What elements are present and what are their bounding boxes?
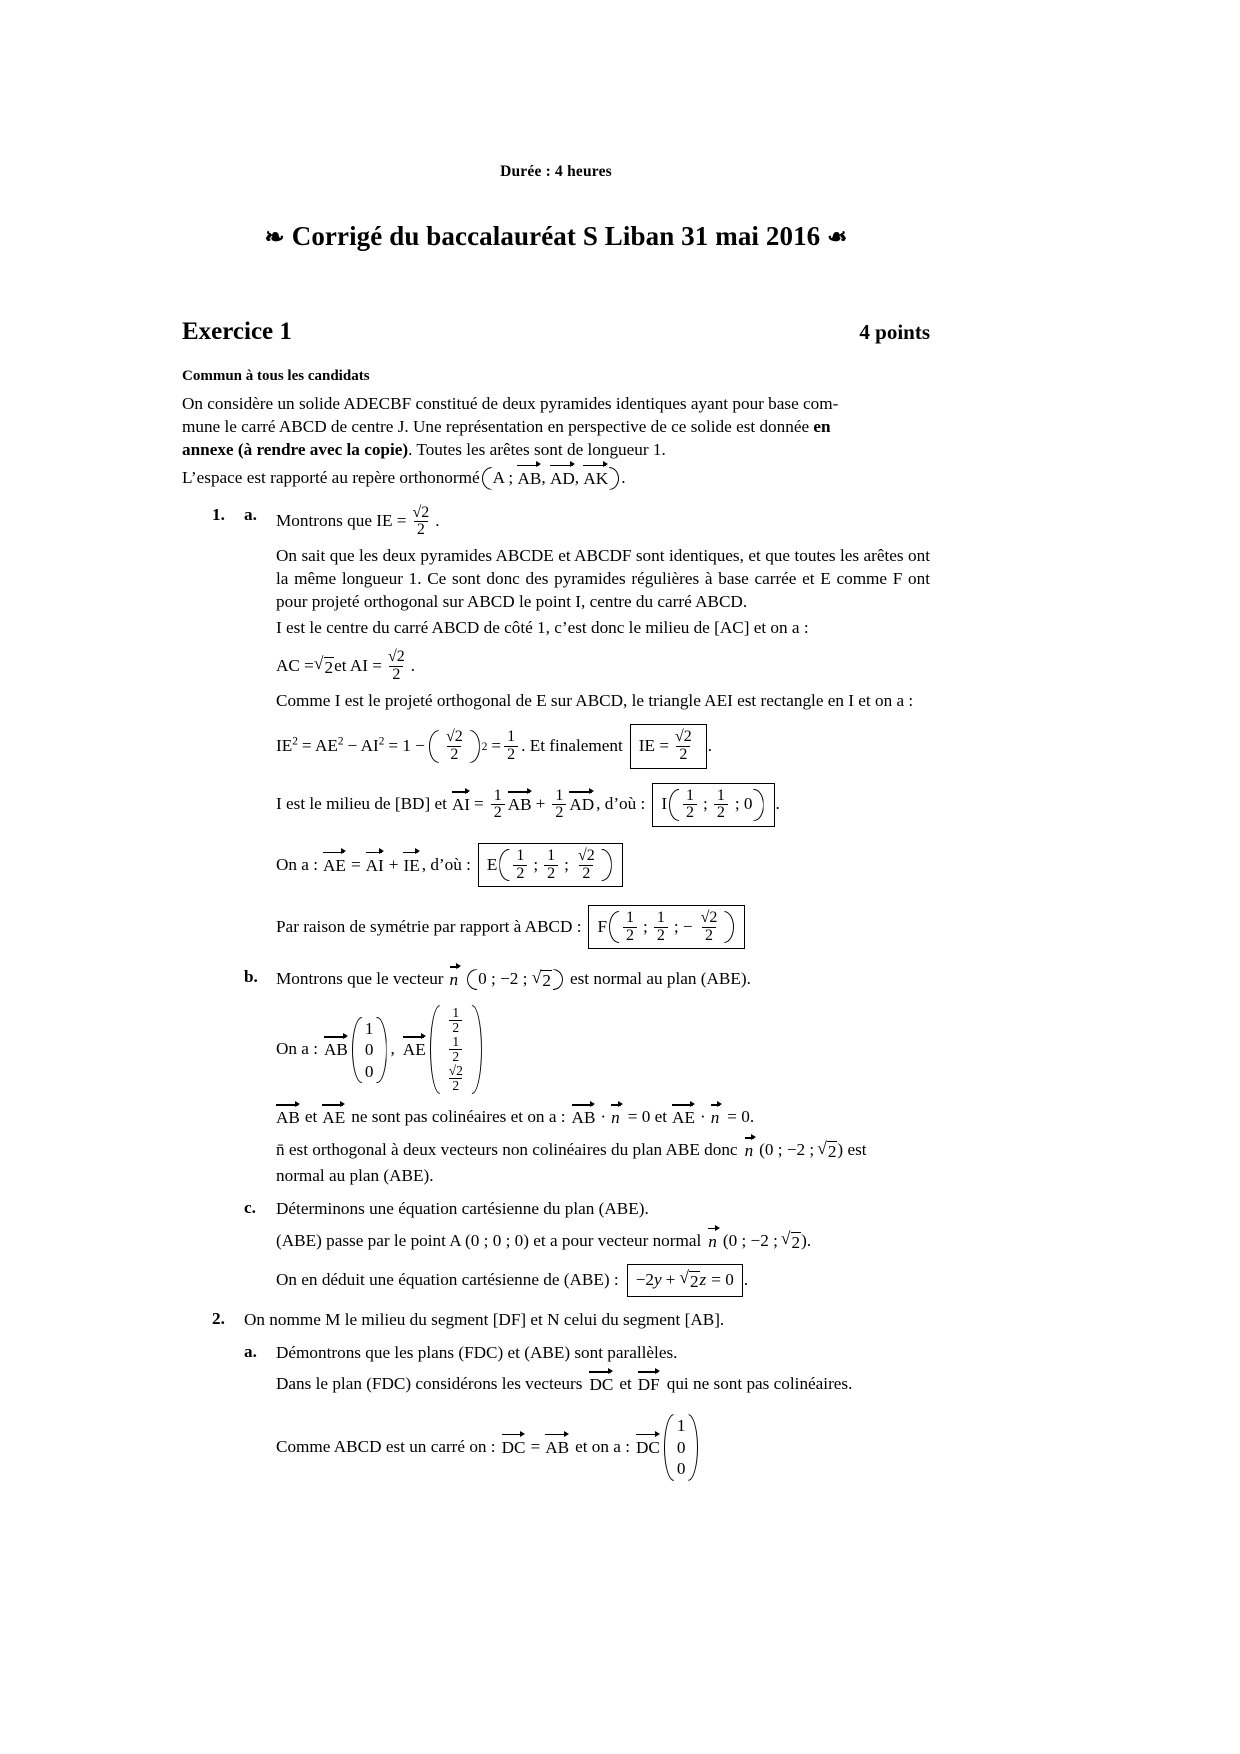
vector-IE: IE: [403, 853, 419, 878]
frac-numerator: 1: [493, 786, 502, 804]
ai-line-prefix: I est le milieu de [BD] et: [276, 794, 447, 814]
point-I-label: I: [661, 794, 668, 814]
dc-equals: =: [530, 1437, 541, 1457]
frac-denominator: 2: [449, 1078, 462, 1093]
frac-denominator: 2: [702, 927, 716, 945]
noncollinear-text: ne sont pas colinéaires et on a :: [351, 1107, 566, 1127]
paren-left: [465, 968, 476, 991]
frac-half-2: [552, 788, 566, 822]
conclusion-coords: (0 ; −2 ;: [759, 1140, 815, 1160]
paren-left: [427, 729, 438, 763]
dot-operator-2: ·: [699, 1107, 706, 1127]
boxed-plane-equation: [627, 1264, 743, 1297]
frac-denominator: 2: [714, 804, 728, 822]
vector-DC: DC: [636, 1435, 660, 1460]
duration-line: Durée : 4 heures: [500, 163, 612, 180]
q1c-period: .: [743, 1269, 749, 1289]
n-coords-text: 0 ; −2 ;: [478, 969, 528, 989]
question-1: [182, 505, 930, 1297]
vector-n: n: [745, 1138, 757, 1163]
point-I-coords: [667, 788, 765, 822]
paren-right: [471, 729, 482, 763]
frac-denominator: 2: [623, 927, 637, 945]
ie2-tail: . Et finalement: [521, 736, 623, 756]
frac-denominator: 2: [654, 927, 668, 945]
ie2-eq-ae: = $AE^2$: [301, 735, 344, 756]
dot-operator-1: ·: [600, 1107, 607, 1127]
symmetry-prefix: Par raison de symétrie par rapport à ABCD :: [276, 916, 582, 936]
q1c-equation-line: [276, 1264, 930, 1297]
sqrt-2: √ 2: [679, 1267, 699, 1291]
sqrt-radicand: 2: [791, 1232, 801, 1252]
frac-denominator: 2: [389, 666, 403, 684]
eq-plus: +: [665, 1269, 676, 1289]
ie2-lhs: $IE^2$: [276, 735, 298, 756]
dc-middle: et on a :: [575, 1437, 630, 1457]
coord-z: [698, 910, 721, 944]
paren-left: [667, 788, 678, 822]
sqrt-2-ac: √ 2: [313, 653, 334, 677]
paren-right: [610, 466, 621, 491]
ae-plus: +: [388, 854, 399, 874]
vector-AB: AB: [276, 1105, 300, 1130]
comma-sep: ,: [390, 1039, 395, 1059]
frac-numerator: 1: [555, 786, 564, 804]
ie2-power-group: [427, 729, 482, 763]
paren-left: [497, 848, 508, 882]
paren-right: [378, 1016, 389, 1085]
q2a-prefix: Dans le plan (FDC) considérons les vecteurs: [276, 1374, 583, 1394]
coord-y: [714, 788, 728, 822]
frac-numerator: 1: [686, 786, 695, 804]
ie2-minus-ai: − $AI^2$: [347, 735, 385, 756]
q1c-normal-line: [276, 1229, 930, 1254]
ae-equals: =: [350, 854, 361, 874]
frac-denominator: 2: [491, 804, 505, 822]
frac-denominator: 2: [683, 804, 697, 822]
q2a-vectors-line: [276, 1372, 930, 1397]
repere-origin: A ;: [492, 467, 514, 487]
question-1a-label: a.: [244, 504, 257, 524]
frac-numerator: 1: [452, 1034, 460, 1050]
q1c-prefix: (ABE) passe par le point A (0 ; 0 ; 0) et a pour vecteur normal: [276, 1230, 702, 1250]
q1a-statement: [276, 505, 930, 539]
coord-sep-1: ;: [643, 916, 648, 936]
paren-left: [428, 1004, 439, 1095]
ab-component-1: 1: [364, 1018, 374, 1038]
question-1a: [244, 505, 930, 950]
boxed-result-ie: [630, 724, 707, 768]
frac-denominator: 2: [449, 1049, 462, 1064]
ornament-right-icon: ❧: [827, 225, 848, 251]
column-vector-AE: [428, 1004, 484, 1095]
coord-z: ; 0: [734, 794, 753, 814]
sqrt-2: √ 2: [780, 1228, 801, 1252]
vector-AB: AB: [545, 1435, 569, 1460]
ae-component-3: [446, 1064, 466, 1093]
column-vector-DC: [662, 1413, 701, 1482]
vector-n: n: [711, 1105, 723, 1130]
frac-denominator: 2: [449, 1020, 462, 1035]
paren-right: [473, 1004, 484, 1095]
frac-denominator: 2: [552, 804, 566, 822]
q1c-eq-prefix: On en déduit une équation cartésienne de (ABE) :: [276, 1269, 619, 1289]
q1a-statement-period: .: [435, 511, 440, 531]
frac-sqrt2-over-2: [409, 505, 432, 539]
vector-AD: AD: [569, 792, 594, 817]
document-title: [182, 221, 930, 252]
coord-sep-2: ;: [564, 854, 569, 874]
coord-x: [683, 788, 697, 822]
question-1c: [244, 1198, 930, 1297]
q1a-ac-ai-line: [276, 649, 930, 683]
question-2a: [244, 1342, 930, 1482]
coord-x: [623, 910, 637, 944]
question-2: [182, 1309, 930, 1482]
ai-dou: , d’où :: [596, 794, 646, 814]
boxed-I-period: .: [775, 794, 780, 814]
frac-numerator: √2: [412, 503, 430, 521]
q1c-coords: (0 ; −2 ;: [722, 1230, 778, 1250]
vector-AE: AE: [322, 1105, 345, 1130]
ai-plus: +: [535, 794, 546, 814]
paren-right: [554, 968, 565, 991]
vector-AE: AE: [672, 1105, 695, 1130]
ie2-term-ie: IE: [276, 736, 293, 756]
sqrt-radicand: 2: [689, 1271, 699, 1291]
paren-left: [350, 1016, 361, 1085]
vector-AB: AB: [508, 792, 532, 817]
frac-denominator: 2: [579, 865, 593, 883]
vector-DC: DC: [502, 1435, 526, 1460]
frac-numerator: √2: [448, 1063, 463, 1079]
repere-period: .: [621, 467, 626, 487]
repere-line: [182, 466, 930, 491]
frac-denominator: 2: [504, 746, 518, 764]
eq-coefficient: −2: [635, 1269, 654, 1289]
q2a-suffix: qui ne sont pas colinéaires.: [666, 1374, 853, 1394]
question-1b: [244, 967, 930, 1188]
exercise-audience: Commun à tous les candidats: [182, 368, 370, 384]
coord-x: [513, 848, 527, 882]
q2a-statement: Démontrons que les plans (FDC) et (ABE) sont parallèles.: [276, 1342, 678, 1362]
dc-component-1: 1: [676, 1416, 686, 1436]
sqrt-2: √ 2: [531, 966, 551, 991]
coord-sep-2: ; −: [673, 916, 693, 936]
q1c-statement: Déterminons une équation cartésienne du plan (ABE).: [276, 1199, 649, 1219]
paren-left: [480, 466, 491, 491]
frac-denominator: 2: [676, 746, 690, 764]
frac-numerator: √2: [387, 648, 405, 666]
point-F-coords: [607, 910, 736, 944]
question-1b-label: b.: [244, 967, 258, 987]
q1a-statement-prefix: Montrons que IE =: [276, 511, 407, 531]
intro-paragraph: [182, 393, 930, 462]
boxed-point-I: [652, 783, 774, 827]
ie2-term-ai: − AI: [347, 736, 379, 756]
coord-y: [544, 848, 558, 882]
sqrt-radicand: 2: [542, 971, 551, 991]
ae-prefix: On a :: [276, 854, 319, 874]
boxed-ie-prefix: IE =: [638, 736, 670, 756]
q1c-coords-end: ).: [801, 1230, 812, 1250]
frac-numerator: 1: [547, 846, 556, 864]
intro-bold-en: en: [813, 416, 831, 436]
dot2-result: = 0.: [727, 1107, 755, 1127]
paren-left: [607, 910, 618, 944]
frac-sqrt2-2-pow: [443, 729, 466, 763]
frac-ai: [385, 649, 408, 683]
sqrt-radicand: 2: [827, 1142, 837, 1162]
conclusion-prefix: n̄ est orthogonal à deux vecteurs non colinéaires du plan ABE donc: [276, 1140, 738, 1160]
vector-AE: AE: [403, 1037, 426, 1062]
frac-denominator: 2: [414, 521, 428, 539]
eq-variable-z: z: [699, 1269, 707, 1289]
q2a-dc-prefix: Comme ABCD est un carré on :: [276, 1437, 496, 1457]
intro-line2-rest: . Toutes les arêtes sont de longueur 1.: [408, 439, 666, 459]
q1b-statement: [276, 967, 930, 992]
exercise-header: [182, 318, 930, 346]
vector-AB: AB: [517, 466, 541, 491]
frac-half-1: [491, 788, 505, 822]
point-E-coords: [497, 848, 613, 882]
ac-prefix: AC =: [276, 655, 314, 675]
question-1c-label: c.: [244, 1198, 256, 1218]
frac-one-half: [504, 729, 518, 763]
vector-AD: AD: [550, 466, 575, 491]
intro-line1b: mune le carré ABCD de centre J. Une représentation en perspective de ce solide est donnée: [182, 416, 814, 436]
q2a-dc-line: [276, 1413, 930, 1482]
document-title-text: Corrigé du baccalauréat S Liban 31 mai 2016: [291, 221, 821, 251]
paren-right: [603, 848, 614, 882]
ac-period: .: [410, 655, 416, 675]
frac-denominator: 2: [513, 865, 527, 883]
ab-component-3: 0: [364, 1061, 374, 1081]
exercise-title: Exercice 1: [182, 318, 292, 345]
conclusion-tail: ) est: [837, 1140, 867, 1160]
exercise-points: 4 points: [859, 320, 930, 344]
q1b-stmt-prefix: Montrons que le vecteur: [276, 969, 444, 989]
frac-denominator: 2: [447, 746, 461, 764]
q1a-paragraph-3: Comme I est le projeté orthogonal de E sur ABCD, le triangle AEI est rectangle en I et on a :: [276, 690, 914, 710]
frac-numerator: 1: [507, 728, 516, 746]
coord-sep-1: ;: [703, 794, 708, 814]
coord-z: [575, 848, 598, 882]
paren-right: [755, 788, 766, 822]
paren-right: [689, 1413, 700, 1482]
q2-statement: On nomme M le milieu du segment [DF] et N celui du segment [AB].: [244, 1309, 725, 1329]
frac-numerator: √2: [700, 909, 718, 927]
question-2-number: 2.: [212, 1308, 225, 1328]
ie2-equals: =: [491, 736, 502, 756]
repere-group: A ; AB , AD , AK: [480, 466, 622, 491]
ie2-term-ae: = AE: [301, 736, 338, 756]
point-E-label: E: [486, 854, 498, 874]
ab-component-2: 0: [364, 1040, 374, 1060]
frac-numerator: 1: [626, 909, 635, 927]
boxed-point-E: [478, 843, 623, 887]
ac-middle: et AI =: [334, 655, 382, 675]
q1a-ie2-line: $IE^2$ = $AE^2$ − $AI^2$ = 1 − $\frac{√2}{2}$ 2 = $\frac{1}{2}$ . Et finalement IE = $\frac{√2}{2}$ .: [276, 724, 930, 768]
frac-numerator: √2: [675, 728, 692, 746]
q1a-paragraph-1: On sait que les deux pyramides ABCDE et ABCDF sont identiques, et que toutes les arêtes ont la même longueur 1. Ce sont donc des pyramides régulières à base carrée et E comme F ont pour projeté orthogonal sur ABCD le point I, centre du carré ABCD.: [276, 545, 930, 611]
q1b-stmt-end: est normal au plan (ABE).: [569, 969, 751, 989]
boxed-ie-period: .: [707, 736, 713, 756]
ae-dou: , d’où :: [421, 854, 471, 874]
vector-AI: AI: [366, 853, 384, 878]
frac-numerator: 1: [516, 846, 525, 864]
question-2a-label: a.: [244, 1341, 257, 1361]
dc-component-2: 0: [676, 1437, 686, 1457]
et-2: et: [619, 1374, 632, 1394]
frac-numerator: √2: [445, 728, 463, 746]
vector-DF: DF: [638, 1372, 660, 1397]
column-vector-AB: [350, 1016, 389, 1085]
vector-AB: AB: [572, 1105, 596, 1130]
dot1-result: = 0 et: [627, 1107, 668, 1127]
q1a-paragraph-2: I est le centre du carré ABCD de côté 1, c’est donc le milieu de [AC] et on a :: [276, 618, 809, 638]
intro-bold-annexe: annexe (à rendre avec la copie): [182, 439, 409, 459]
et-1: et: [304, 1107, 318, 1127]
dc-component-3: 0: [676, 1459, 686, 1479]
ae-component-1: [449, 1006, 462, 1035]
q1b-conclusion-line2: normal au plan (ABE).: [276, 1166, 434, 1186]
ie2-equals-one-minus: = 1 −: [388, 736, 425, 756]
q1b-column-vectors: [276, 1004, 930, 1095]
paren-left: [662, 1413, 673, 1482]
coord-sep-1: ;: [533, 854, 539, 874]
vector-AI: AI: [452, 792, 470, 817]
q1b-conclusion-line: [276, 1138, 930, 1163]
eq-rhs: = 0: [711, 1269, 734, 1289]
intro-line1a: On considère un solide ADECBF constitué de deux pyramides identiques ayant pour base com-: [182, 394, 839, 413]
frac-sqrt2-2-boxed: [672, 729, 695, 763]
sqrt-radicand: 2: [324, 657, 334, 677]
q1a-ae-line: [276, 843, 930, 887]
q1a-symmetry-line: [276, 905, 930, 949]
page-content: [182, 0, 930, 1482]
vector-AK: AK: [583, 466, 608, 491]
q1a-ai-line: [276, 783, 930, 827]
ona-label: On a :: [276, 1039, 319, 1059]
vector-AB: AB: [324, 1037, 348, 1062]
coord-y: [654, 910, 668, 944]
sqrt-2: √ 2: [817, 1137, 837, 1162]
vector-DC: DC: [589, 1372, 613, 1397]
paren-right: [725, 910, 736, 944]
frac-numerator: 1: [452, 1005, 460, 1021]
vector-AE: AE: [323, 853, 346, 878]
frac-numerator: √2: [577, 846, 595, 864]
ornament-left-icon: ❧: [264, 225, 285, 251]
n-coords-group: [465, 968, 565, 991]
frac-numerator: 1: [716, 786, 725, 804]
frac-numerator: 1: [656, 909, 665, 927]
vector-n: n: [450, 967, 462, 992]
q1b-noncollinear-line: [276, 1105, 930, 1130]
frac-denominator: 2: [544, 865, 558, 883]
repere-prefix: L’espace est rapporté au repère orthonormé: [182, 467, 480, 487]
vector-n: n: [708, 1229, 720, 1254]
boxed-point-F: [588, 905, 745, 949]
ae-component-2: [449, 1035, 462, 1064]
vector-n: n: [611, 1105, 623, 1130]
point-F-label: F: [597, 916, 608, 936]
ai-equals: =: [474, 794, 484, 814]
eq-variable-y: y: [653, 1269, 662, 1289]
question-1-number: 1.: [212, 504, 225, 524]
